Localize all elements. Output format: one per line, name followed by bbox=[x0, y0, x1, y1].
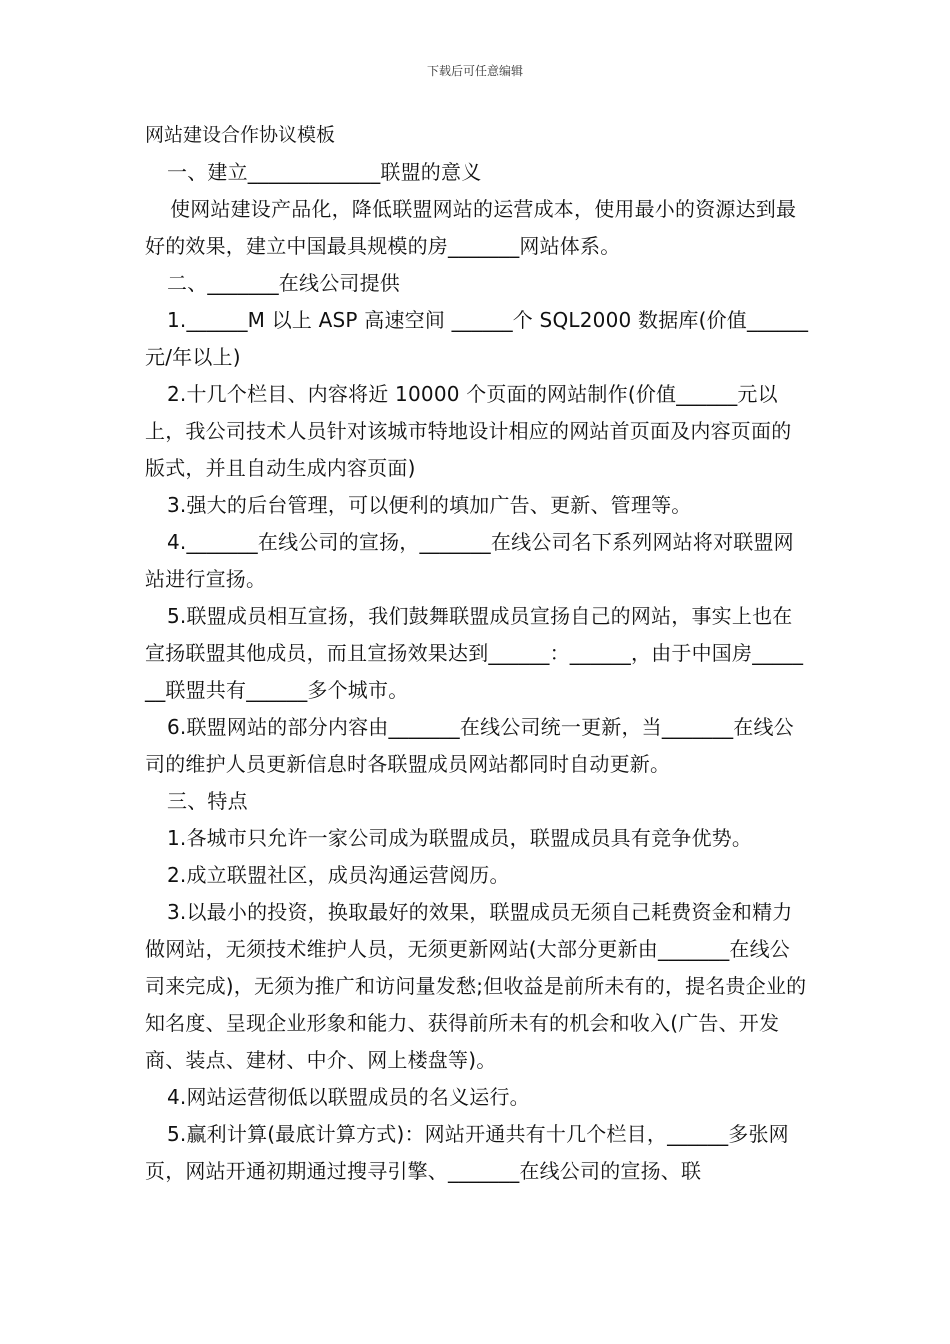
list-item-3-4: 4.网站运营彻低以联盟成员的名义运行。 bbox=[167, 1085, 530, 1109]
page-header-note: 下载后可任意编辑 bbox=[426, 64, 523, 78]
list-item-2-5: 5.联盟成员相互宣扬，我们鼓舞联盟成员宣扬自己的网站，事实上也在宣扬联盟其他成员，而且宣扬效果达到______：______，由于中国房_______联盟共有______多个城市。 bbox=[145, 604, 804, 702]
list-item-3-5: 5.赢利计算(最底计算方式)：网站开通共有十几个栏目，______多张网页，网站开通初期通过搜寻引擎、_______在线公司的宣扬、联 bbox=[145, 1122, 789, 1183]
document-title: 网站建设合作协议模板 bbox=[145, 124, 336, 146]
list-item-3-2: 2.成立联盟社区，成员沟通运营阅历。 bbox=[167, 863, 510, 887]
document-body bbox=[145, 120, 810, 1190]
section-heading-1: 一、建立_____________联盟的意义 bbox=[167, 160, 482, 184]
list-item-2-3: 3.强大的后台管理，可以便利的填加广告、更新、管理等。 bbox=[167, 493, 692, 517]
section-heading-2: 二、_______在线公司提供 bbox=[167, 271, 400, 295]
list-item-2-6: 6.联盟网站的部分内容由_______在线公司统一更新，当_______在线公司的维护人员更新信息时各联盟成员网站都同时自动更新。 bbox=[145, 715, 794, 776]
section-heading-3: 三、特点 bbox=[167, 789, 248, 813]
list-item-2-4: 4._______在线公司的宣扬，_______在线公司名下系列网站将对联盟网站进行宣扬。 bbox=[145, 530, 794, 591]
list-item-3-3: 3.以最小的投资，换取最好的效果，联盟成员无须自己耗费资金和精力做网站，无须技术维护人员，无须更新网站(大部分更新由_______在线公司来完成)，无须为推广和访问量发愁;但收益是前所未有的，提名贵企业的知名度、呈现企业形象和能力、获得前所未有的机会和收入(广告、开发商、装点、建材、中介、网上楼盘等)。 bbox=[145, 900, 807, 1072]
list-item-2-1: 1.______M 以上 ASP 高速空间 ______个 SQL2000 数据库(价值______元/年以上) bbox=[145, 308, 809, 369]
list-item-2-2: 2.十几个栏目、内容将近 10000 个页面的网站制作(价值______元以上，我公司技术人员针对该城市特地设计相应的网站首页面及内容页面的版式，并且自动生成内容页面) bbox=[145, 382, 792, 480]
paragraph-1: 使网站建设产品化，降低联盟网站的运营成本，使用最小的资源达到最好的效果，建立中国最具规模的房_______网站体系。 bbox=[145, 197, 797, 258]
list-item-3-1: 1.各城市只允许一家公司成为联盟成员，联盟成员具有竞争优势。 bbox=[167, 826, 753, 850]
